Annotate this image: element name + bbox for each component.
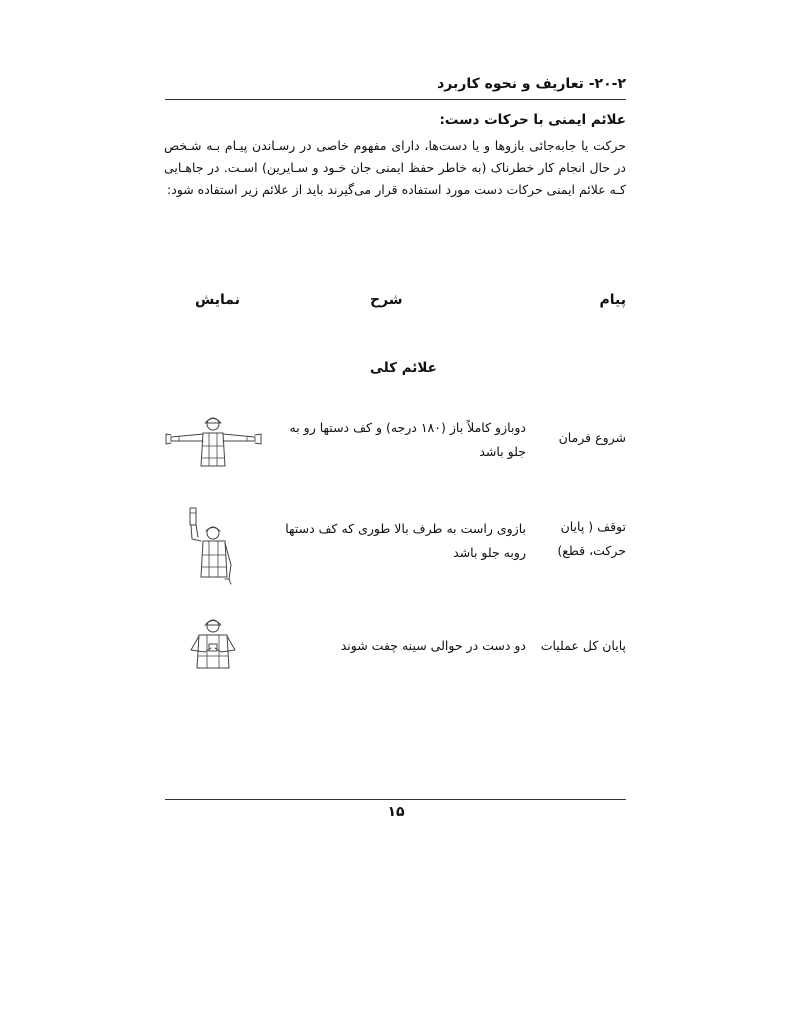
column-header-display: نمایش bbox=[195, 292, 240, 308]
row-description: دو دست در حوالی سینه چفت شوند bbox=[340, 638, 526, 653]
group-title: علائم کلی bbox=[370, 360, 437, 376]
column-header-message: پیام bbox=[599, 292, 626, 308]
row-message: توقف ( پایان حرکت، قطع) bbox=[557, 519, 626, 558]
table-row bbox=[165, 505, 626, 585]
row-message: پایان کل عملیات bbox=[540, 638, 626, 653]
row-description: بازوی راست به طرف بالا طوری که کف دستها روبه جلو باشد bbox=[285, 521, 526, 560]
worker-hands-clasped-icon bbox=[165, 616, 277, 674]
column-header-description: شرح bbox=[370, 292, 403, 308]
intro-paragraph: حرکت یا جابه‌جائی بازوها و یا دست‌ها، دارای مفهوم خاصی در رسـاندن پیـام بـه شـخص در حال انجام کار خطرناک (به خاطر حفظ ایمنی جان خـود و سـایرین) اسـت. در جاهـایی کـه علائم ایمنی حرکات دست مورد استفاده قرار می‌گیرند باید از علائم زیر استفاده شود: bbox=[164, 138, 626, 197]
table-row bbox=[165, 412, 626, 472]
page-number: ۱۵ bbox=[387, 804, 405, 820]
worker-arms-outstretched-icon bbox=[165, 414, 277, 470]
header-rule bbox=[165, 99, 626, 100]
row-message: شروع فرمان bbox=[558, 430, 626, 445]
row-description: دوبازو کاملاً باز (۱۸۰ درجه) و کف دستها رو به جلو باشد bbox=[289, 420, 526, 459]
section-heading: ۲۰-۲- تعاریف و نحوه کاربرد bbox=[437, 76, 626, 92]
table-row bbox=[165, 616, 626, 676]
subheading: علائم ایمنی با حرکات دست: bbox=[439, 112, 626, 128]
worker-right-arm-raised-icon bbox=[165, 505, 277, 585]
footer-rule bbox=[165, 799, 626, 800]
